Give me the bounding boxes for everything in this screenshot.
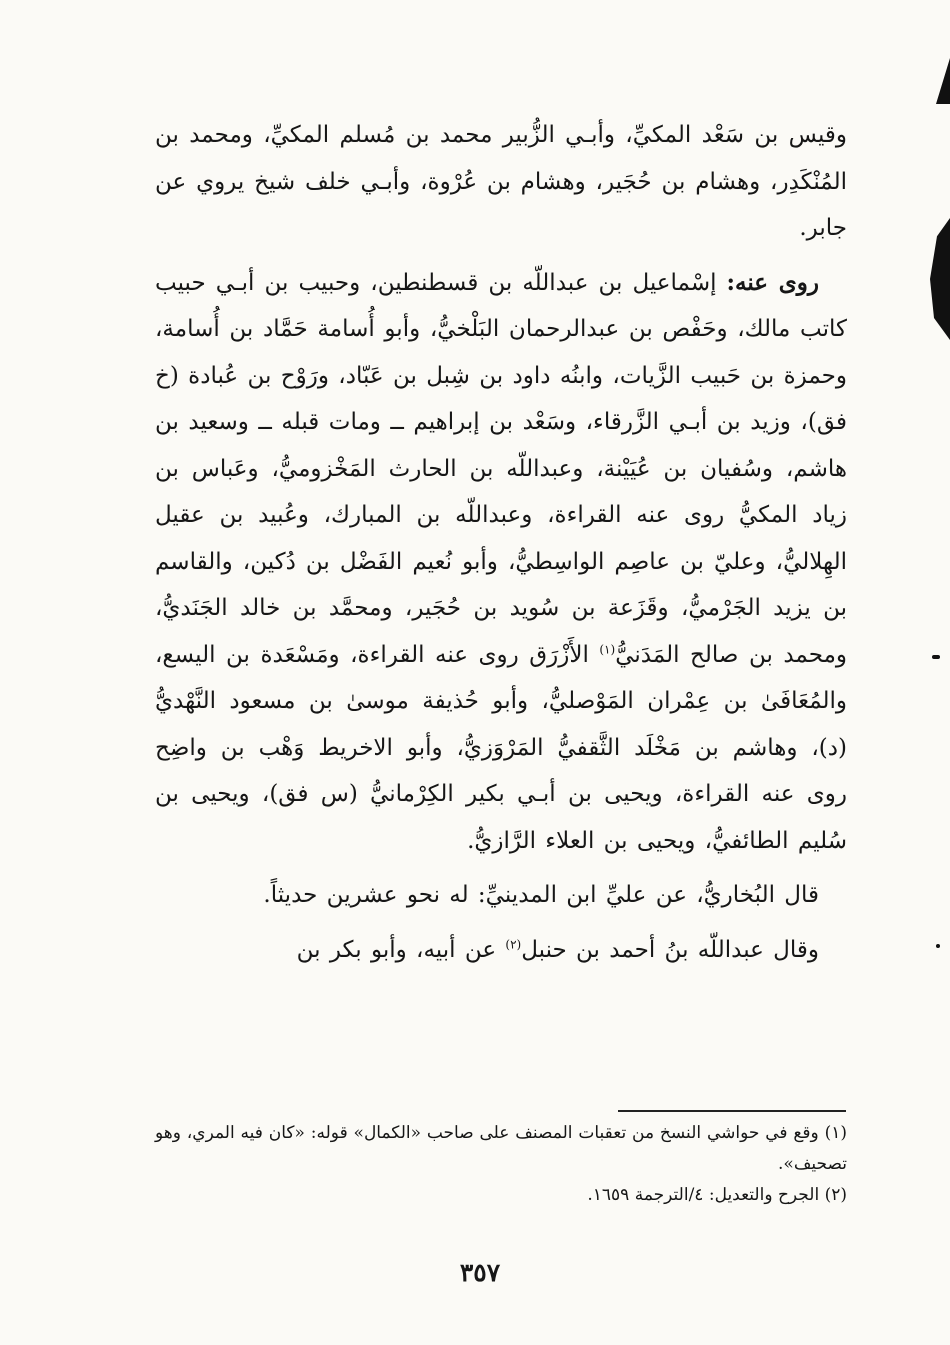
paragraph-3: قال البُخاريُّ، عن عليِّ ابن المدينيِّ: له نحو عشرين حديثاً. (263, 882, 819, 908)
footnote-2: (٢) الجرح والتعديل: ٤/الترجمة ١٦٥٩. (587, 1185, 847, 1205)
footnote-ref-1[interactable]: (١) (599, 641, 616, 656)
paragraph-4-text-b: عن أبيه، وأبو بكر بن (296, 936, 506, 963)
footnote-ref-2[interactable]: (٢) (505, 936, 522, 951)
paragraph-2-text-a: إسْماعيل بن عبداللّه بن قسطنطين، وحبيب بن أبـي حبيب كاتب مالك، وحَفْص بن عبدالرحمان البَلْخيُّ، وأبو أُسامة حَمَّاد بن أُسامة، وحمزة بن حَبيب الزَّيات، وابنُه داود بن شِبل بن عَبّاد، ورَوْح بن عُبادة (خ فق)، وزيد بن أبـي الزَّرقاء، وسَعْد بن إبراهيم ــ ومات قبله ــ وسعيد بن هاشم، وسُفيان بن عُيَيْنة، وعبداللّه بن الحارث المَخْزوميُّ، وعَباس بن زياد المكيُّ روى عنه القراءة، وعبداللّه بن المبارك، وعُبيد بن عقيل الهِلاليُّ، وعليّ بن عاصِم الواسِطيُّ، وأبو نُعيم الفَضْل بن دُكين، والقاسم بن يزيد الجَرْميُّ، وقَزَعة بن سُويد بن حُجَير، ومحمَّد بن خالد الجَنَديُّ، ومحمد بن صالح المَدَنيُّ (155, 269, 848, 668)
paragraph-4 (155, 927, 847, 974)
scan-speck (932, 655, 940, 659)
footnotes (155, 1118, 847, 1211)
paragraph-1: وقيس بن سَعْد المكيِّ، وأبـي الزُّبير محمد بن مُسلم المكيِّ، ومحمد بن المُنْكَدِر، وهشام بن حُجَير، وهشام بن عُرْوة، وأبـي خلف شيخ يروي عن جابر. (155, 122, 847, 241)
page-number: ٣٥٧ (459, 1258, 501, 1287)
main-text (155, 112, 847, 973)
paragraph-4-text-a: وقال عبداللّه بنُ أحمد بن حنبل (521, 936, 819, 963)
scan-edge-mark (930, 218, 950, 340)
paragraph-2 (155, 260, 847, 865)
narrators-label: روى عنه: (726, 268, 819, 296)
paragraph-2-text-b: الأَزْرَق روى عنه القراءة، ومَسْعَدة بن اليسع، والمُعَافَىٰ بن عِمْران المَوْصليُّ، وأبو حُذيفة موسىٰ بن مسعود النَّهْديُّ (د)، وهاشم بن مَخْلَد الثَّقفيُّ المَرْوَزيُّ، وأبو الاخريط وَهْب بن واضِح روى عنه القراءة، ويحيى بن أبـي بكير الكِرْمانيُّ (س فق)، ويحيى بن سُليم الطائفيُّ، ويحيى بن العلاء الرَّازيُّ. (155, 641, 847, 854)
scan-speck (936, 944, 940, 948)
footnote-divider (618, 1110, 846, 1112)
scan-edge-mark (936, 58, 950, 104)
footnote-1: (١) وقع في حواشي النسخ من تعقبات المصنف على صاحب «الكمال» قوله: «كان فيه المري، وهو تصحيف». (155, 1123, 847, 1174)
